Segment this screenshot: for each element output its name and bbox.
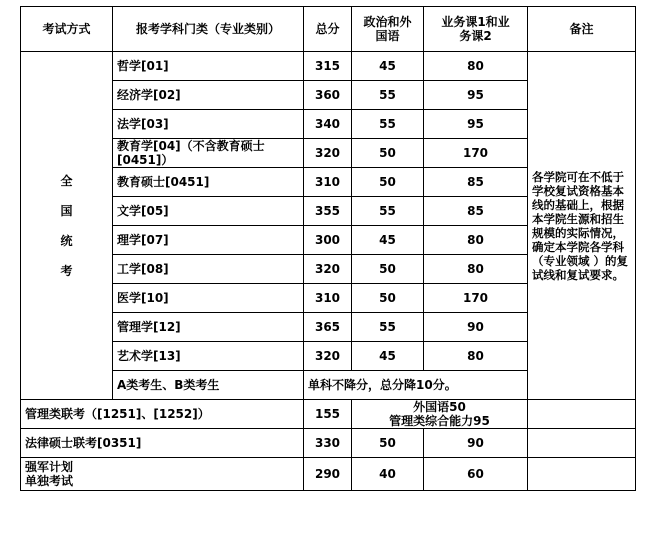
management-detail-cell [352, 400, 528, 429]
ab-rule-cell: 单科不降分，总分降10分。 [304, 371, 528, 400]
law-politics-cell: 50 [352, 429, 424, 458]
politics-cell: 50 [352, 168, 424, 197]
mode-char: 国 [60, 203, 73, 218]
total-cell: 310 [304, 168, 352, 197]
management-remark-cell [528, 400, 636, 429]
table-row [21, 429, 636, 458]
total-cell: 315 [304, 52, 352, 81]
subject-cell: 教育硕士[0451] [113, 168, 304, 197]
header-major-line2: 务课2 [459, 29, 492, 43]
law-major-cell: 90 [424, 429, 528, 458]
major-cell: 170 [424, 139, 528, 168]
major-cell: 80 [424, 226, 528, 255]
header-major-line1: 业务课1和业 [441, 15, 510, 29]
subject-line2: [0451]） [117, 153, 174, 167]
politics-cell: 50 [352, 284, 424, 313]
major-cell: 170 [424, 284, 528, 313]
politics-cell: 55 [352, 197, 424, 226]
total-cell: 355 [304, 197, 352, 226]
total-cell: 340 [304, 110, 352, 139]
major-cell: 90 [424, 313, 528, 342]
subject-cell: 理学[07] [113, 226, 304, 255]
military-major-cell: 60 [424, 458, 528, 491]
header-total: 总分 [304, 7, 352, 52]
header-remark: 备注 [528, 7, 636, 52]
politics-cell: 45 [352, 342, 424, 371]
politics-cell: 55 [352, 110, 424, 139]
total-cell: 360 [304, 81, 352, 110]
politics-cell: 50 [352, 255, 424, 284]
header-politics-line2: 国语 [375, 29, 400, 43]
score-line-table [20, 6, 636, 491]
politics-cell: 50 [352, 139, 424, 168]
table-row [21, 400, 636, 429]
politics-cell: 55 [352, 81, 424, 110]
total-cell: 300 [304, 226, 352, 255]
subject-line1: 教育学[04]（不含教育硕士 [117, 139, 265, 153]
subject-cell [113, 139, 304, 168]
subject-cell: 法学[03] [113, 110, 304, 139]
header-row [21, 7, 636, 52]
header-subject: 报考学科门类（专业类别） [113, 7, 304, 52]
subject-cell: 哲学[01] [113, 52, 304, 81]
total-cell: 320 [304, 255, 352, 284]
management-detail-line1: 外国语50 [413, 400, 466, 414]
subject-cell: 管理学[12] [113, 313, 304, 342]
military-label-cell [21, 458, 304, 491]
military-label-line2: 单独考试 [25, 474, 74, 488]
header-politics-line1: 政治和外 [363, 15, 412, 29]
politics-cell: 55 [352, 313, 424, 342]
military-label-line1: 强军计划 [25, 460, 74, 474]
total-cell: 365 [304, 313, 352, 342]
major-cell: 80 [424, 52, 528, 81]
major-cell: 80 [424, 342, 528, 371]
military-politics-cell: 40 [352, 458, 424, 491]
subject-cell: 文学[05] [113, 197, 304, 226]
law-total-cell: 330 [304, 429, 352, 458]
law-label-cell: 法律硕士联考[0351] [21, 429, 304, 458]
major-cell: 95 [424, 110, 528, 139]
major-cell: 95 [424, 81, 528, 110]
total-cell: 310 [304, 284, 352, 313]
table-row [21, 458, 636, 491]
management-detail-line2: 管理类综合能力95 [389, 414, 490, 428]
total-cell: 320 [304, 139, 352, 168]
header-major [424, 7, 528, 52]
header-mode: 考试方式 [21, 7, 113, 52]
table-row [21, 52, 636, 81]
total-cell: 320 [304, 342, 352, 371]
ab-label-cell: A类考生、B类考生 [113, 371, 304, 400]
subject-cell: 艺术学[13] [113, 342, 304, 371]
major-cell: 80 [424, 255, 528, 284]
military-total-cell: 290 [304, 458, 352, 491]
subject-cell: 经济学[02] [113, 81, 304, 110]
politics-cell: 45 [352, 52, 424, 81]
mode-char: 全 [60, 173, 73, 188]
subject-cell: 工学[08] [113, 255, 304, 284]
mode-char: 考 [60, 263, 73, 278]
law-remark-cell [528, 429, 636, 458]
management-total-cell: 155 [304, 400, 352, 429]
major-cell: 85 [424, 197, 528, 226]
military-remark-cell [528, 458, 636, 491]
politics-cell: 45 [352, 226, 424, 255]
management-label-cell: 管理类联考（[1251]、[1252]） [21, 400, 304, 429]
major-cell: 85 [424, 168, 528, 197]
remark-cell: 各学院可在不低于学校复试资格基本线的基础上，根据本学院生源和招生规模的实际情况，确定本学院各学科（专业领域 ）的复试线和复试要求。 [528, 52, 636, 400]
subject-cell: 医学[10] [113, 284, 304, 313]
header-politics [352, 7, 424, 52]
national-mode-cell [21, 52, 113, 400]
mode-char: 统 [60, 233, 73, 248]
